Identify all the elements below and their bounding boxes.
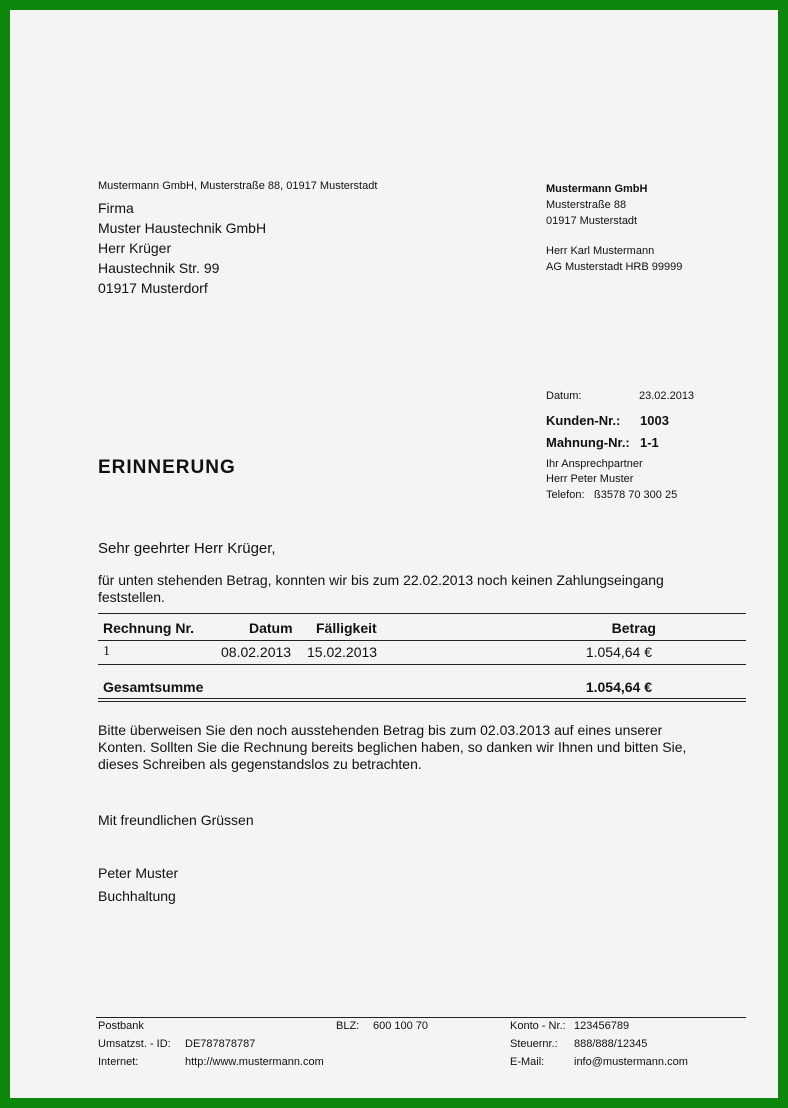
footer-bank: Postbank <box>98 1020 144 1032</box>
total-value: 1.054,64 € <box>585 679 652 695</box>
row-invoice-number: 1 <box>103 644 110 659</box>
dunning-number-value: 1-1 <box>640 435 659 450</box>
salutation: Sehr geehrter Herr Krüger, <box>98 540 276 557</box>
footer-blz-value: 600 100 70 <box>373 1020 429 1032</box>
company-name: Mustermann GmbH <box>546 183 648 195</box>
document-title: ERINNERUNG <box>98 457 236 478</box>
intro-line: feststellen. <box>98 589 165 605</box>
company-street: Musterstraße 88 <box>546 199 627 211</box>
recipient-line: Muster Haustechnik GmbH <box>98 220 267 236</box>
total-label: Gesamtsumme <box>103 679 204 695</box>
phone-value: ß3578 70 300 25 <box>594 489 678 501</box>
letter-page <box>10 10 778 1098</box>
recipient-line: 01917 Musterdorf <box>98 280 208 296</box>
recipient-address <box>98 198 266 298</box>
closing-line: dieses Schreiben als gegenstandslos zu betrachten. <box>98 756 422 772</box>
footer-internet-label: Internet: <box>98 1056 139 1068</box>
footer-vat-label: Umsatzst. - ID: <box>98 1038 171 1050</box>
total-double-rule-bottom <box>98 701 746 702</box>
customer-number-value: 1003 <box>640 413 669 428</box>
footer-tax-label: Steuernr.: <box>510 1038 558 1050</box>
closing-line: Konten. Sollten Sie die Rechnung bereits beglichen haben, so danken wir Ihnen und bitten Sie, <box>98 739 687 755</box>
contact-label: Ihr Ansprechpartner <box>546 458 643 470</box>
header-due-date: Fälligkeit <box>316 620 377 636</box>
closing-text <box>98 722 686 773</box>
header-date: Datum <box>249 620 293 636</box>
row-due-date: 15.02.2013 <box>307 644 378 660</box>
table-top-rule <box>98 613 746 614</box>
row-amount: 1.054,64 € <box>585 644 652 660</box>
company-block <box>546 181 682 275</box>
dunning-number-label: Mahnung-Nr.: <box>546 435 630 450</box>
date-value: 23.02.2013 <box>639 390 695 402</box>
header-invoice-number: Rechnung Nr. <box>103 620 195 636</box>
intro-line: für unten stehenden Betrag, konnten wir bis zum 22.02.2013 noch keinen Zahlungseingang <box>98 572 664 588</box>
company-city: 01917 Musterstadt <box>546 215 638 227</box>
total-double-rule-top <box>98 698 746 699</box>
signature-department: Buchhaltung <box>98 888 176 904</box>
phone-label: Telefon: <box>546 489 585 501</box>
table-header-rule <box>98 640 746 641</box>
recipient-line: Haustechnik Str. 99 <box>98 260 220 276</box>
table-row-rule <box>98 664 746 665</box>
sender-line: Mustermann GmbH, Musterstraße 88, 01917 Musterstadt <box>98 180 378 192</box>
footer-email-value: info@mustermann.com <box>574 1056 688 1068</box>
company-ceo: Herr Karl Mustermann <box>546 245 655 257</box>
closing-line: Bitte überweisen Sie den noch ausstehenden Betrag bis zum 02.03.2013 auf eines unserer <box>98 722 663 738</box>
footer-tax-value: 888/888/12345 <box>574 1038 648 1050</box>
recipient-line: Firma <box>98 200 134 216</box>
date-label: Datum: <box>546 390 582 402</box>
greeting: Mit freundlichen Grüssen <box>98 812 254 828</box>
footer-account-value: 123456789 <box>574 1020 630 1032</box>
row-date: 08.02.2013 <box>221 644 292 660</box>
footer-blz-label: BLZ: <box>336 1020 360 1032</box>
footer-rule <box>96 1017 746 1018</box>
header-amount: Betrag <box>611 620 656 636</box>
contact-name: Herr Peter Muster <box>546 473 634 485</box>
customer-number-label: Kunden-Nr.: <box>546 413 621 428</box>
footer-email-label: E-Mail: <box>510 1056 545 1068</box>
company-register: AG Musterstadt HRB 99999 <box>546 261 683 273</box>
intro-text <box>98 572 664 606</box>
recipient-line: Herr Krüger <box>98 240 172 256</box>
signature-name: Peter Muster <box>98 865 179 881</box>
footer-account-label: Konto - Nr.: <box>510 1020 566 1032</box>
footer-internet-value: http://www.mustermann.com <box>185 1056 324 1068</box>
footer-vat-value: DE787878787 <box>185 1038 256 1050</box>
